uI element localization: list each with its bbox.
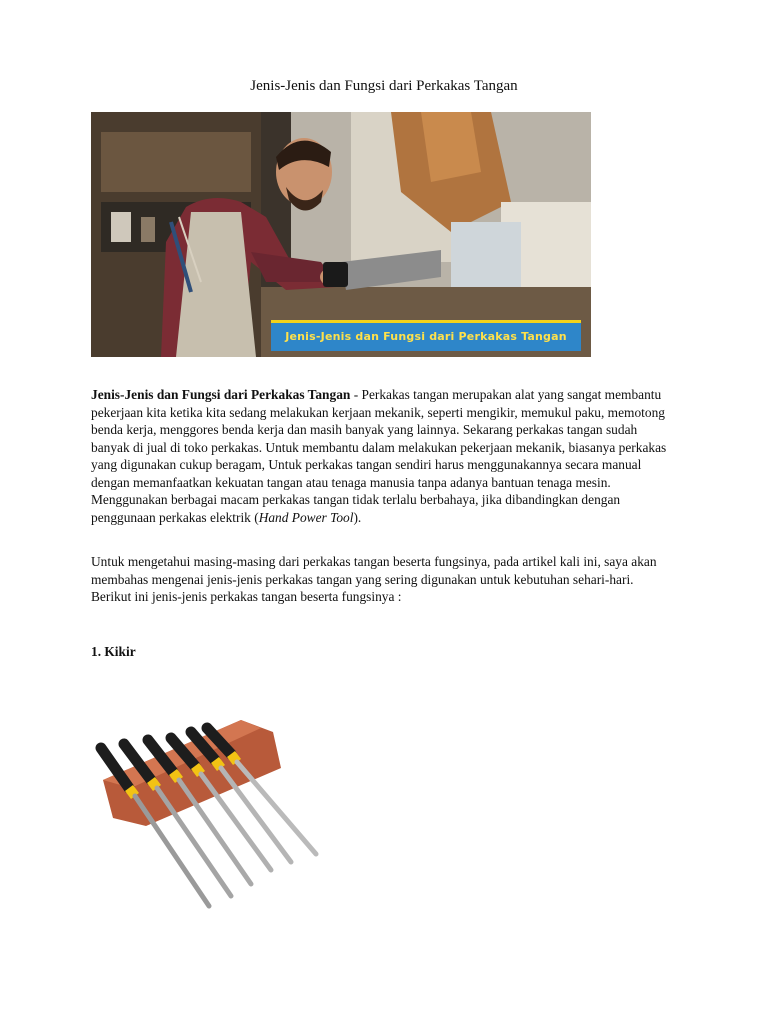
file-set-illustration: [91, 708, 331, 918]
intro-lead-bold: Jenis-Jenis dan Fungsi dari Perkakas Tangan: [91, 387, 351, 402]
section-heading-kikir: 1. Kikir: [91, 644, 136, 659]
intro-body-text: - Perkakas tangan merupakan alat yang sangat membantu pekerjaan kita ketika kita sedang melakukan kerjaan mekanik, seperti mengikir, memukul paku, memotong benda kerja, menggores benda kerja dan masih banyak yang lainnya. Sekarang perkakas tangan sudah banyak di jual di toko perkakas. Untuk membantu dalam melakukan pekerjaan mekanik, biasanya perkakas yang digunakan cukup beragam, Untuk perkakas tangan sendiri harus menggunakannya secara manual dengan memanfaatkan kekuatan tangan atau tenaga manusia tanpa adanya bantuan tenaga mesin. Menggunakan berbagai macam perkakas tangan tidak terlalu berbahaya, jika dibandingkan dengan penggunaan perkakas elektrik (: [91, 387, 667, 525]
intro-tail-text: ).: [353, 509, 362, 525]
file-tools-image: [91, 708, 331, 918]
hero-image: [91, 112, 591, 357]
intro-italic-term: Hand Power Tool: [258, 509, 354, 525]
hero-banner: Jenis-Jenis dan Fungsi dari Perkakas Tangan: [271, 320, 581, 351]
second-paragraph: Untuk mengetahui masing-masing dari perkakas tangan beserta fungsinya, pada artikel kali ini, saya akan membahas mengenai jenis-jenis perkakas tangan yang sering digunakan untuk kebutuhan sehari-hari. Berikut ini jenis-jenis perkakas tangan beserta fungsinya :: [91, 554, 657, 604]
document-title: Jenis-Jenis dan Fungsi dari Perkakas Tangan: [250, 78, 518, 94]
intro-paragraph: [91, 386, 676, 526]
